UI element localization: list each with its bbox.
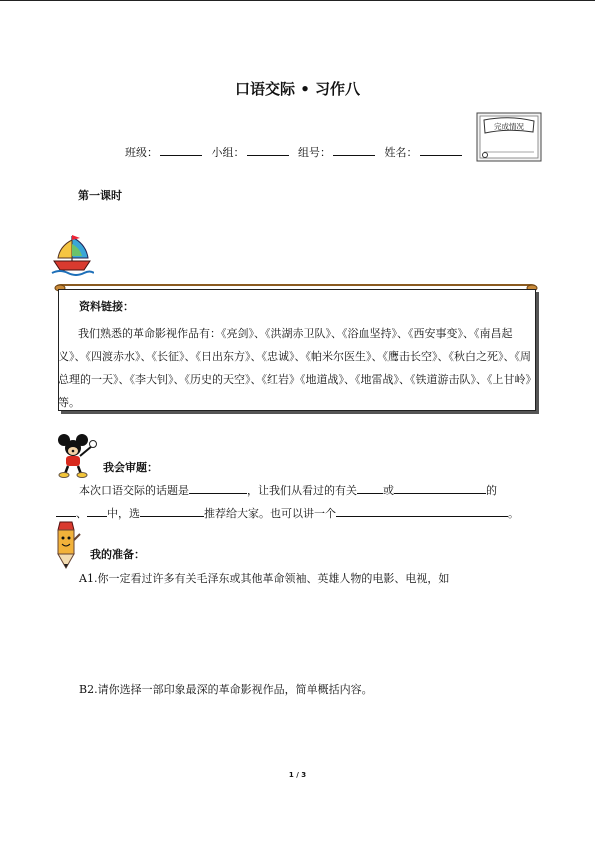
related-blank-2[interactable] <box>394 482 486 494</box>
resource-text: 我们熟悉的革命影视作品有：《亮剑》、《洪湖赤卫队》、《浴血坚持》、《西安事变》、《南昌起义》、《四渡赤水》、《长征》、《日出东方》、《忠诚》、《帕米尔医生》、《鹰击长空》、《秋白之死》、《周总理的一天》、《李大钊》、《历史的天空》、《红岩》《地道战》、《地雷战》、《铁道游击队》、《上甘岭》等。 <box>58 327 531 409</box>
section-review-title: 我会审题： <box>103 461 158 474</box>
mickey-mouse-icon <box>52 432 98 478</box>
review-text-2d: 。 <box>508 507 519 520</box>
section-prepare-title: 我的准备： <box>90 548 145 561</box>
pencil-character-icon <box>52 520 82 572</box>
page-title: 口语交际 • 习作八 <box>234 80 361 98</box>
select-blank[interactable] <box>140 505 204 517</box>
stamp-text: 完成情况 <box>494 122 524 131</box>
number-label: 组号： <box>298 146 331 159</box>
work-blank-1[interactable] <box>56 505 76 517</box>
lesson-heading: 第一课时 <box>78 189 122 202</box>
sailboat-icon <box>50 232 94 276</box>
topic-blank[interactable] <box>189 482 247 494</box>
class-blank[interactable] <box>160 144 202 156</box>
name-label: 姓名： <box>384 146 418 159</box>
review-text-1c: 或 <box>383 484 394 497</box>
review-line-1 <box>79 482 497 498</box>
page-number: 1 / 3 <box>288 771 307 779</box>
class-label: 班级： <box>125 146 158 159</box>
related-blank-1[interactable] <box>357 482 383 494</box>
review-text-2c: 推荐给大家。也可以讲一个 <box>204 507 336 520</box>
review-line-2 <box>56 505 519 521</box>
question-a: A1.你一定看过许多有关毛泽东或其他革命领袖、英雄人物的电影、电视，如 <box>79 572 450 585</box>
review-text-2a: 、 <box>76 507 87 520</box>
review-text-1a: 本次口语交际的话题是 <box>79 484 189 497</box>
completion-stamp-icon <box>476 112 542 162</box>
review-text-2b: 中，选 <box>107 507 140 520</box>
group-blank[interactable] <box>247 144 289 156</box>
review-text-1d: 的 <box>486 484 497 497</box>
group-label: 小组： <box>211 146 245 159</box>
top-border <box>0 0 595 1</box>
number-blank[interactable] <box>333 144 375 156</box>
name-blank[interactable] <box>420 144 462 156</box>
resource-paragraph <box>58 322 532 414</box>
question-b: B2.请你选择一部印象最深的革命影视作品，简单概括内容。 <box>79 683 373 696</box>
work-blank-2[interactable] <box>87 505 107 517</box>
story-blank[interactable] <box>336 505 508 517</box>
student-info-line <box>125 144 468 160</box>
resource-title: 资料链接： <box>79 300 134 313</box>
review-text-1b: ，让我们从看过的有关 <box>247 484 357 497</box>
